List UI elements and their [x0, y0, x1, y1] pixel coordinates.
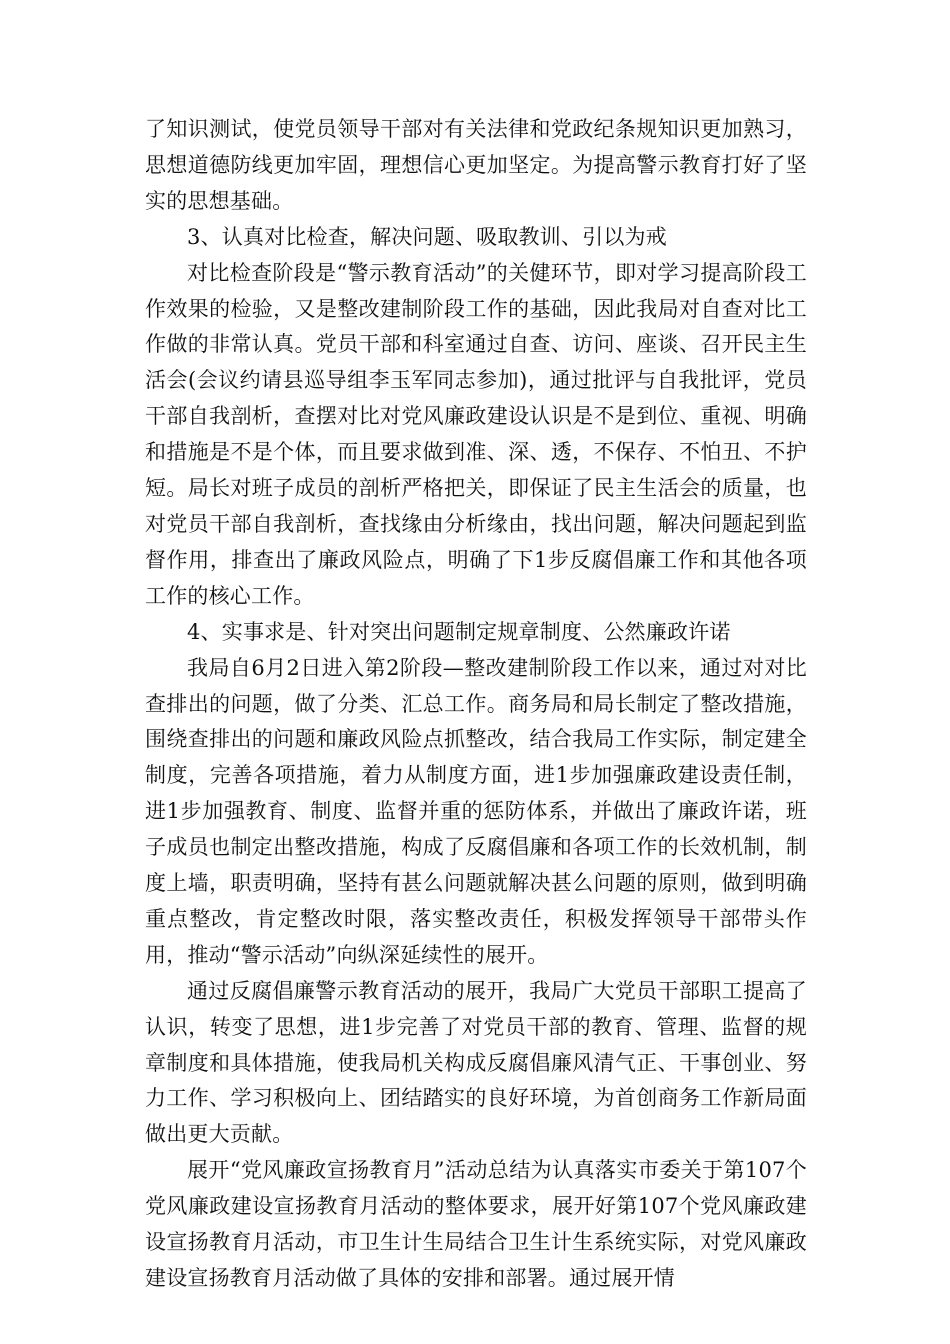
body-paragraph-education-month: 展开“党风廉政宣扬教育月”活动总结为认真落实市委关于第107个党风廉政建设宣扬教育月活动的整体要求，展开好第107个党风廉政建设宣扬教育月活动，市卫生计生局结合卫生计生系统实际，对党风廉政建设宣扬教育月活动做了具体的安排和部署。通过展开情	[145, 1158, 807, 1290]
section-heading-3: 3、认真对比检查，解决问题、吸取教训、引以为戒	[187, 224, 667, 249]
section-heading-4: 4、实事求是、针对突出问题制定规章制度、公然廉政许诺	[187, 619, 731, 644]
body-paragraph-rectification: 我局自6月2日进入第2阶段—整改建制阶段工作以来，通过对对比查排出的问题，做了分类、汇总工作。商务局和局长制定了整改措施，围绕查排出的问题和廉政风险点抓整改，结合我局工作实际，制定建全制度，完善各项措施，着力从制度方面，进1步加强廉政建设责任制，进1步加强教育、制度、监督并重的惩防体系，并做出了廉政许诺，班子成员也制定出整改措施，构成了反腐倡廉和各项工作的长效机制，制度上墙，职责明确，坚持有甚么问题就解决甚么问题的原则，做到明确重点整改，肯定整改时限，落实整改责任，积极发挥领导干部带头作用，推动“警示活动”向纵深延续性的展开。	[145, 655, 807, 967]
document-page	[145, 112, 807, 1297]
body-paragraph-summary: 通过反腐倡廉警示教育活动的展开，我局广大党员干部职工提高了认识，转变了思想，进1步完善了对党员干部的教育、管理、监督的规章制度和具体措施，使我局机关构成反腐倡廉风清气正、干事创业、努力工作、学习积极向上、团结踏实的良好环境，为首创商务工作新局面做出更大贡献。	[145, 978, 807, 1147]
body-paragraph-comparison-check: 对比检查阶段是“警示教育活动”的关健环节，即对学习提高阶段工作效果的检验，又是整改建制阶段工作的基础，因此我局对自查对比工作做的非常认真。党员干部和科室通过自查、访问、座谈、召开民主生活会(会议约请县巡导组李玉军同志参加)，通过批评与自我批评，党员干部自我剖析，查摆对比对党风廉政建设认识是不是到位、重视、明确和措施是不是个体，而且要求做到准、深、透，不保存、不怕丑、不护短。局长对班子成员的剖析严格把关，即保证了民主生活会的质量，也对党员干部自我剖析，查找缘由分析缘由，找出问题，解决问题起到监督作用，排查出了廉政风险点，明确了下1步反腐倡廉工作和其他各项工作的核心工作。	[145, 260, 807, 608]
body-paragraph-knowledge-test: 了知识测试，使党员领导干部对有关法律和党政纪条规知识更加熟习，思想道德防线更加牢固，理想信心更加坚定。为提高警示教育打好了坚实的思想基础。	[145, 117, 807, 213]
